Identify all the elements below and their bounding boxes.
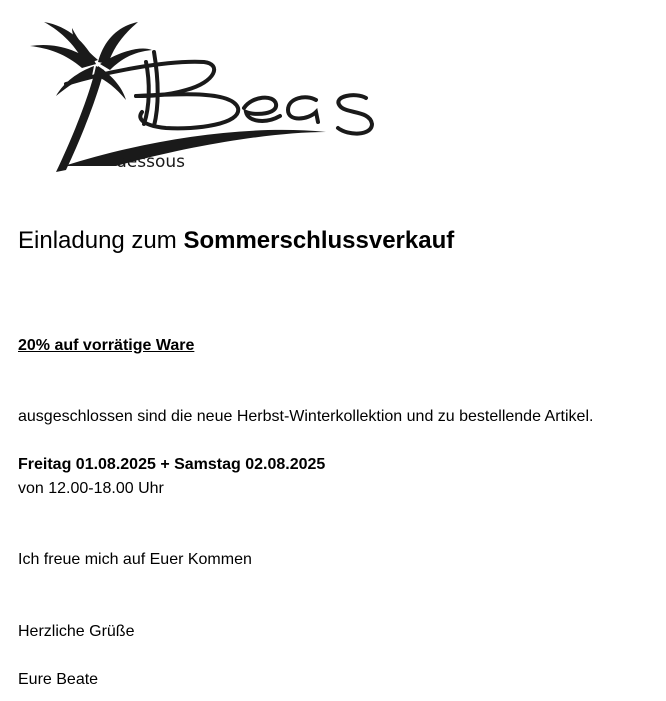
logo-subtitle: dessous (116, 152, 185, 172)
eas-letters (244, 95, 372, 133)
discount-line: 20% auf vorrätige Ware (18, 337, 195, 354)
invitation-heading (18, 225, 454, 257)
closing-regards: Herzliche Grüße (18, 623, 135, 640)
exclusion-note: ausgeschlossen sind die neue Herbst-Winterkollektion und zu bestellende Artikel. (18, 408, 594, 425)
heading-event: Sommerschlussverkauf (183, 227, 455, 254)
event-hours: von 12.00-18.00 Uhr (18, 480, 164, 497)
beas-dessous-logo (26, 16, 398, 176)
ground-swoosh (64, 130, 326, 166)
event-dates: Freitag 01.08.2025 + Samstag 02.08.2025 (18, 456, 326, 473)
signature: Eure Beate (18, 671, 99, 688)
heading-intro: Einladung zum (18, 227, 184, 254)
greeting-line: Ich freue mich auf Euer Kommen (18, 551, 252, 568)
